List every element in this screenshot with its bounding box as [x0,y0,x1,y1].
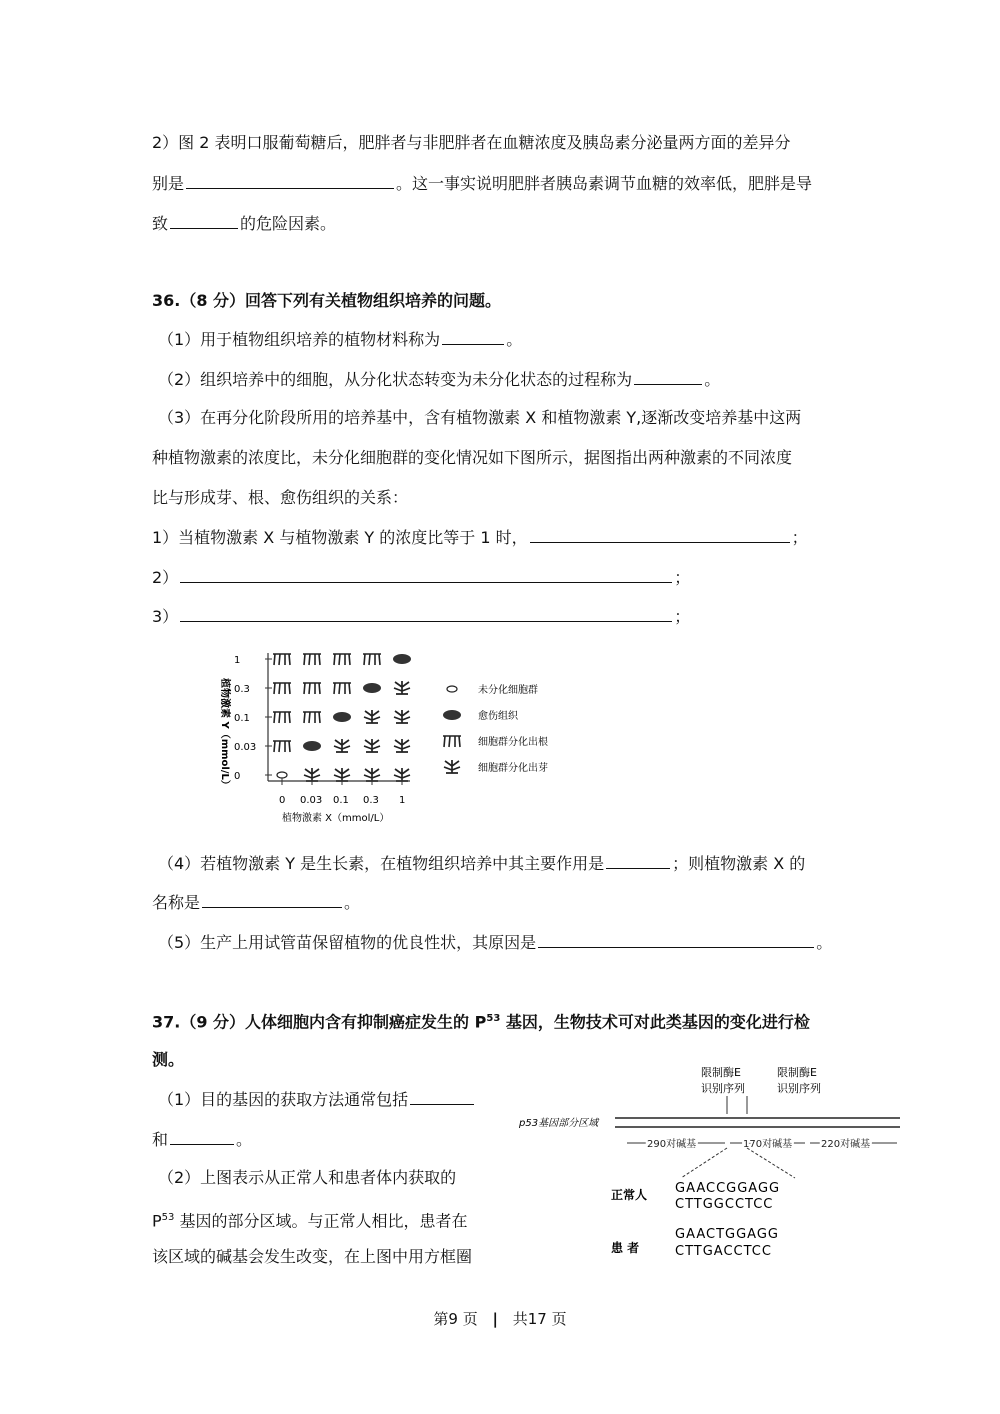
q37-s2-a: （2）上图表示从正常人和患者体内获取的 [158,1168,457,1187]
answer-blank[interactable] [180,566,672,583]
q37-title-b: 测。 [152,1050,185,1069]
answer-blank[interactable] [170,1128,234,1145]
x-ticks [279,778,405,806]
q36-s2: （2）组织培养中的细胞，从分化状态转变为未分化状态的过程称为 。 [158,370,721,389]
x-tick-label: 1 [399,795,406,806]
y-tick-label: 0.3 [234,684,250,695]
q35-line-3: 致 的危险因素。 [152,214,337,233]
normal-label: 正常人 [611,1188,648,1202]
enzyme-b-label: 限制酶E [777,1066,817,1079]
q36-title: 36.（8 分）回答下列有关植物组织培养的问题。 [152,291,502,310]
legend-label: 细胞群分化出芽 [478,763,548,774]
enzyme-e-sub: 识别序列 [701,1082,745,1095]
answer-blank[interactable] [634,368,702,385]
hormone-ratio-figure [210,645,570,830]
answer-blank[interactable] [442,328,504,345]
bud-glyph [364,710,380,723]
zoom-line-left [681,1148,727,1178]
p53-gene-figure [515,1062,900,1272]
q36-s4-a: （4）若植物激素 Y 是生长素，在植物组织培养中其主要作用是 ；则植物激素 X 的 [158,854,806,873]
root-glyph [303,654,321,665]
callus-glyph [393,654,411,664]
root-glyph [273,712,291,723]
bud-glyph [364,739,380,752]
y-tick-label: 0.1 [234,713,250,724]
callus-glyph [443,710,461,720]
q36-s1: （1）用于植物组织培养的植物材料称为 。 [158,330,523,349]
root-glyph [443,736,461,747]
y-tick-label: 0.03 [234,742,257,753]
x-tick-label: 0.1 [333,795,349,806]
root-glyph [333,654,351,665]
answer-blank[interactable] [202,891,342,908]
page-total: 共17 页 [512,1310,567,1328]
y-axis-label: 植物激素 Y（mmol/L） [219,678,230,790]
x-tick-label: 0 [279,795,286,806]
segment-3-label: 220对碱基 [821,1139,871,1150]
legend-label: 未分化细胞群 [478,685,538,696]
segment-2-label: 170对碱基 [743,1139,793,1150]
y-ticks [234,655,272,782]
page-number: 第9 页 [433,1310,478,1328]
q37-s2-b: $P^{53}$ 基因的部分区域。与正常人相比，患者在 [152,1211,468,1231]
legend [443,683,548,774]
patient-top-seq: GAACTGGAGG [675,1227,779,1242]
answer-blank[interactable] [170,212,238,229]
answer-blank[interactable] [530,526,790,543]
bud-glyph [334,739,350,752]
root-glyph [273,741,291,752]
q36-s4-b: 名称是 。 [152,893,361,912]
bud-glyph [394,739,410,752]
q36-r2: 2） ； [152,568,691,587]
normal-bottom-seq: CTTGGCCTCC [675,1197,774,1212]
callus-glyph [333,712,351,722]
undiff-glyph [447,686,457,692]
hormone-grid [273,654,411,781]
bud-glyph [394,681,410,694]
region-label: p53基因部分区域 [519,1118,599,1129]
q36-s3-b: 种植物激素的浓度比，未分化细胞群的变化情况如下图所示，据图指出两种激素的不同浓度 [152,448,793,467]
footer-separator: | [492,1310,498,1328]
patient-label: 患 者 [611,1241,640,1255]
y-tick-label: 0 [234,771,241,782]
zoom-line-right [747,1148,795,1178]
answer-blank[interactable] [186,172,394,189]
undiff-glyph [277,772,287,778]
root-glyph [273,654,291,665]
q37-s1-a: （1）目的基因的获取方法通常包括 [158,1088,476,1111]
x-axis-label: 植物激素 X（mmol/L） [282,813,390,824]
patient-bottom-seq: CTTGACCTCC [675,1244,772,1259]
root-glyph [303,683,321,694]
enzyme-e-label: 限制酶E [701,1066,741,1079]
root-glyph [303,712,321,723]
legend-label: 细胞群分化出根 [478,737,548,748]
normal-top-seq: GAACCGGAGG [675,1181,781,1196]
q36-r3: 3） ； [152,607,691,626]
q36-s3-c: 比与形成芽、根、愈伤组织的关系： [152,488,409,507]
answer-blank[interactable] [410,1088,474,1105]
x-tick-label: 0.03 [300,795,323,806]
q35-line-2: 别是 。这一事实说明肥胖者胰岛素调节血糖的效率低，肥胖是导 [152,174,813,193]
bud-glyph [394,710,410,723]
root-glyph [273,683,291,694]
q36-r1: 1）当植物激素 X 与植物激素 Y 的浓度比等于 1 时， ； [152,528,808,547]
segment-1-label: 290对碱基 [647,1139,697,1150]
root-glyph [363,654,381,665]
q37-s2-c: 该区域的碱基会发生改变，在上图中用方框圈 [152,1247,473,1266]
q36-s5: （5）生产上用试管苗保留植物的优良性状，其原因是 。 [158,933,833,952]
x-tick-label: 0.3 [363,795,379,806]
enzyme-b-sub: 识别序列 [777,1082,821,1095]
answer-blank[interactable] [538,931,814,948]
q36-s3-a: （3）在再分化阶段所用的培养基中，含有植物激素 X 和植物激素 Y,逐渐改变培养基中这两 [158,408,802,427]
callus-glyph [363,683,381,693]
q37-s1-b: 和 。 [152,1130,253,1149]
answer-blank[interactable] [606,852,670,869]
callus-glyph [303,741,321,751]
answer-blank[interactable] [180,605,672,622]
q37-title-a: 37.（9 分）人体细胞内含有抑制癌症发生的 $P^{53}$ 基因，生物技术可对此类基因的变化进行检 [152,1012,810,1032]
bud-glyph [444,760,460,773]
legend-label: 愈伤组织 [478,711,518,722]
y-tick-label: 1 [234,655,241,666]
q35-line-1: 2）图 2 表明口服葡萄糖后，肥胖者与非肥胖者在血糖浓度及胰岛素分泌量两方面的差异分 [152,133,791,152]
page-footer [0,1308,1000,1329]
root-glyph [333,683,351,694]
